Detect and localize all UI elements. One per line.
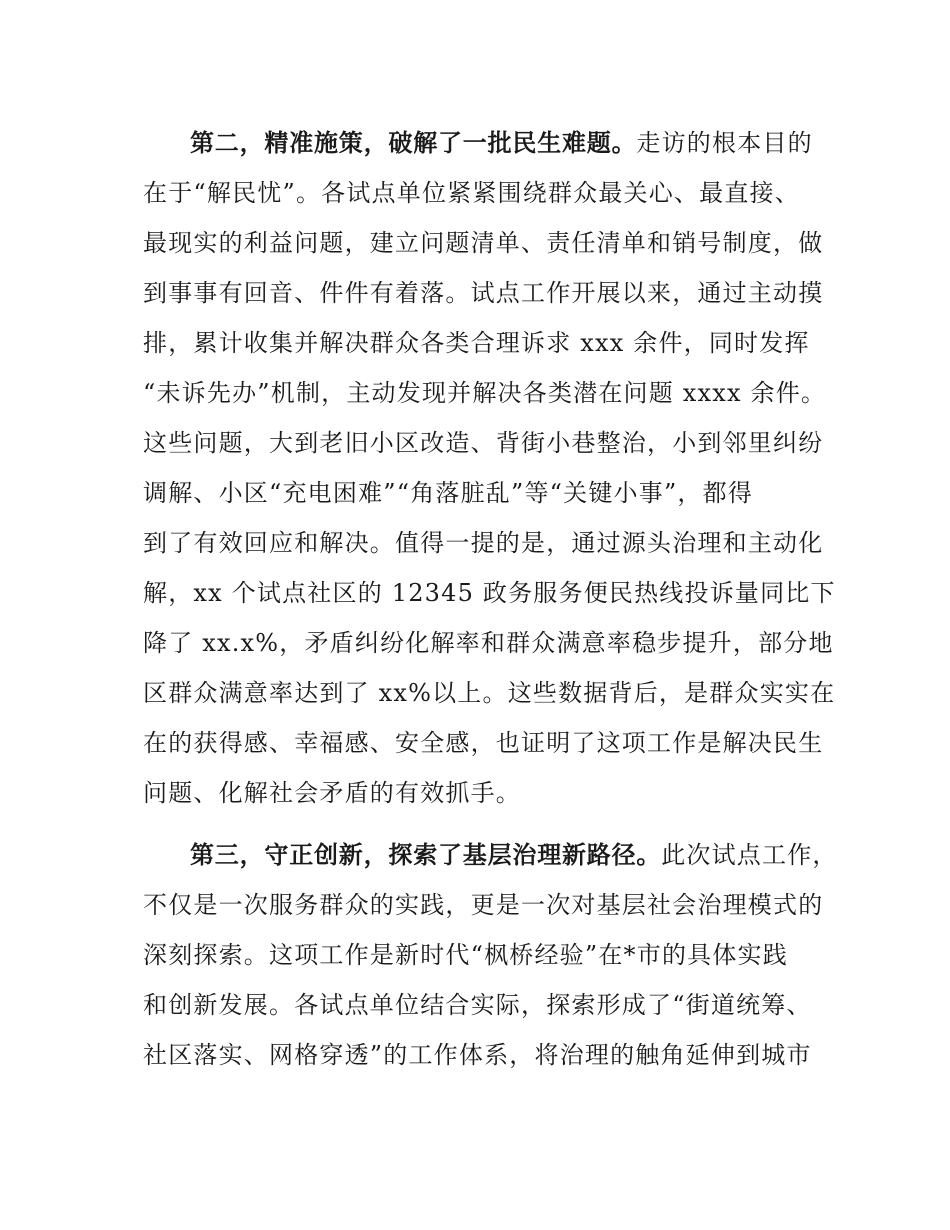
paragraph-1-heading: 第二，精准施策，破解了一批民生难题。 xyxy=(190,129,637,157)
paragraph-1-line: 这些问题，大到老旧小区改造、背街小巷整治，小到邻里纠纷 xyxy=(143,429,824,457)
paragraph-1-line: 在于“解民忧”。各试点单位紧紧围绕群众最关心、最直接、 xyxy=(143,179,800,207)
paragraph-1-line: 在的获得感、幸福感、安全感，也证明了这项工作是解决民生 xyxy=(143,729,824,757)
paragraph-1-line: 排，累计收集并解决群众各类合理诉求 xxx 余件，同时发挥 xyxy=(143,329,810,357)
paragraph-1-line: 调解、小区“充电困难”“角落脏乱”等“关键小事”，都得 xyxy=(143,479,754,507)
paragraph-1-line: 最现实的利益问题，建立问题清单、责任清单和销号制度，做 xyxy=(143,229,824,257)
paragraph-1-line: 降了 xx.x%，矛盾纠纷化解率和群众满意率稳步提升，部分地 xyxy=(143,629,834,657)
paragraph-2-line: 社区落实、网格穿透”的工作体系，将治理的触角延伸到城市 xyxy=(143,1041,812,1069)
paragraph-2-heading: 第三，守正创新，探索了基层治理新路径。 xyxy=(190,841,662,869)
paragraph-2-line: 不仅是一次服务群众的实践，更是一次对基层社会治理模式的 xyxy=(143,891,824,919)
paragraph-2 xyxy=(143,830,838,1080)
paragraph-2-line: 和创新发展。各试点单位结合实际，探索形成了“街道统筹、 xyxy=(143,991,812,1019)
paragraph-1-line: 区群众满意率达到了 xx%以上。这些数据背后，是群众实实在 xyxy=(143,679,836,707)
paragraph-2-line-1 xyxy=(143,830,838,880)
paragraph-2-line: 深刻探索。这项工作是新时代“枫桥经验”在*市的具体实践 xyxy=(143,941,788,969)
paragraph-1-line-1-text: 走访的根本目的 xyxy=(636,129,813,157)
paragraph-1-line: 解，xx 个试点社区的 12345 政务服务便民热线投诉量同比下 xyxy=(143,579,836,607)
paragraph-1-line: 到事事有回音、件件有着落。试点工作开展以来，通过主动摸 xyxy=(143,279,824,307)
paragraph-1-line: 到了有效回应和解决。值得一提的是，通过源头治理和主动化 xyxy=(143,529,824,557)
paragraph-2-line-1-text: 此次试点工作， xyxy=(661,841,838,869)
paragraph-1-line: “未诉先办”机制，主动发现并解决各类潜在问题 xxxx 余件。 xyxy=(143,379,827,407)
paragraph-1-line-1 xyxy=(143,118,813,168)
paragraph-1 xyxy=(143,118,836,818)
paragraph-1-line: 问题、化解社会矛盾的有效抓手。 xyxy=(143,779,521,807)
